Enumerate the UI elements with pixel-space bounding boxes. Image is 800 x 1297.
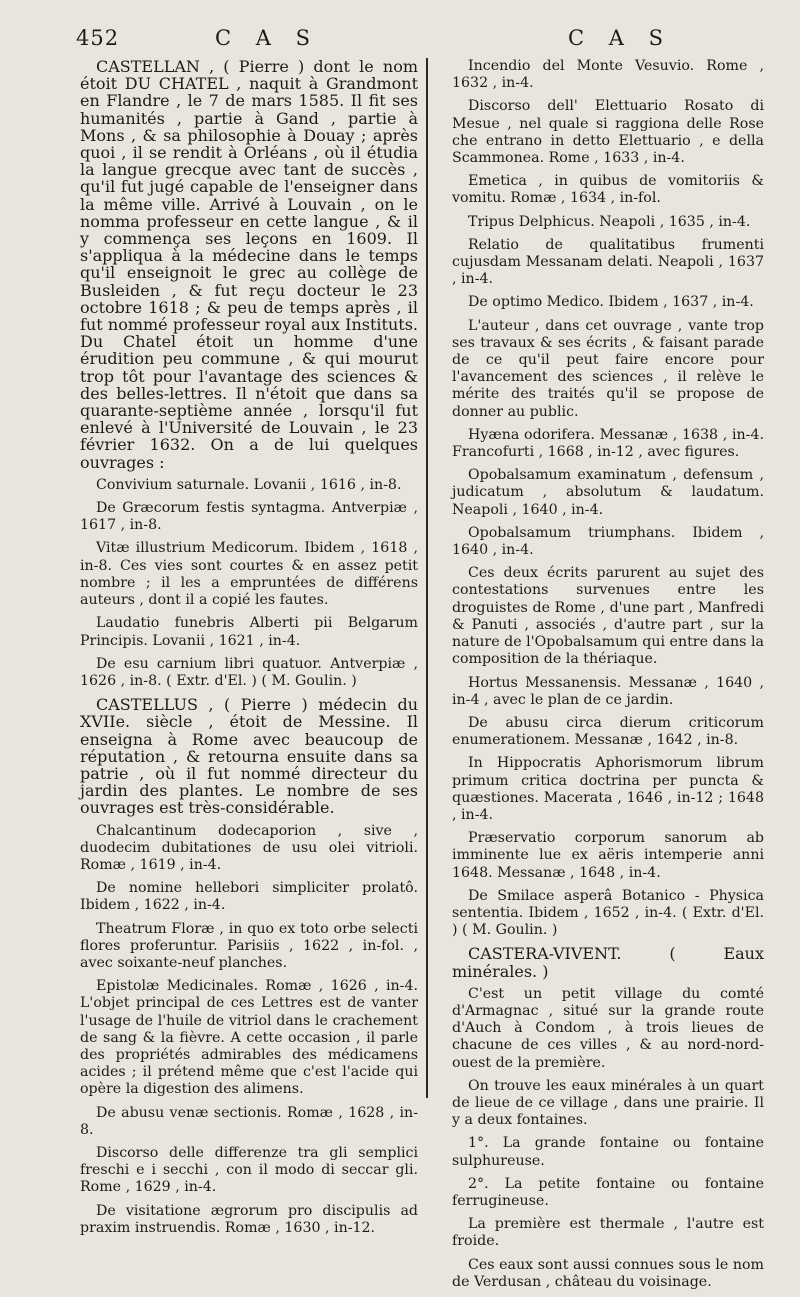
entry-castera-vivent: CASTERA-VIVENT. ( Eaux minérales. ) [452, 944, 764, 981]
entry-castellus: CASTELLUS , ( Pierre ) médecin du XVIIe. siècle , étoit de Messine. Il enseigna à Rome avec beaucoup de réputation , & retourna ensuite dans sa patrie , où il fut nommé directeur du jardin des plantes. Le nombre de ses ouvrages est très-considérable. [80, 695, 418, 818]
work-entry: De esu carnium libri quatuor. Antverpiæ , 1626 , in-8. ( Extr. d'El. ) ( M. Goulin. ) [80, 655, 418, 689]
work-entry: De visitatione ægrorum pro discipulis ad praxim instruendis. Romæ , 1630 , in-12. [80, 1202, 418, 1236]
right-column [452, 58, 764, 1297]
description-paragraph: Ces eaux sont aussi connues sous le nom de Verdusan , château du voisinage. [452, 1256, 764, 1290]
work-entry: Epistolæ Medicinales. Romæ , 1626 , in-4. L'objet principal de ces Lettres est de vanter l'usage de l'huile de vitriol dans le crachement de sang & la fièvre. A cette occasion , il parle des propriétés admirables des médicamens acides ; il prétend même que c'est l'acide qui opère la digestion des alimens. [80, 978, 418, 1098]
commentary-paragraph: L'auteur , dans cet ouvrage , vante trop ses travaux & ses écrits , & faisant parade de ce qu'il peut faire encore pour l'avancement des sciences , il relève le mérite des traités qu'il se propose de donner au public. [452, 317, 764, 420]
work-entry: Opobalsamum examinatum , defensum , judicatum , absolutum & laudatum. Neapoli , 1640 , in-4. [452, 467, 764, 518]
work-entry: De Smilace asperâ Botanico - Physica sententia. Ibidem , 1652 , in-4. ( Extr. d'El. ) ( M. Goulin. ) [452, 887, 764, 939]
right-running-head: C A S [568, 26, 672, 50]
work-entry: Hyæna odorifera. Messanæ , 1638 , in-4. Francofurti , 1668 , in-12 , avec figures. [452, 426, 764, 461]
work-entry: Discorso delle differenze tra gli semplici freschi e i secchi , con il modo di seccar gli. Rome , 1629 , in-4. [80, 1144, 418, 1196]
work-entry: Chalcantinum dodecaporion , sive , duodecim dubitationes de usu olei vitrioli. Romæ , 1619 , in-4. [80, 822, 418, 873]
page-number: 452 [76, 26, 120, 50]
work-entry: Opobalsamum triumphans. Ibidem , 1640 , in-4. [452, 524, 764, 559]
left-running-head: C A S [215, 26, 319, 50]
work-entry: Convivium saturnale. Lovanii , 1616 , in-8. [96, 476, 402, 493]
work-entry: Hortus Messanensis. Messanæ , 1640 , in-4 , avec le plan de ce jardin. [452, 674, 764, 708]
work-entry: Emetica , in quibus de vomitoriis & vomitu. Romæ , 1634 , in-fol. [452, 173, 764, 207]
description-paragraph: On trouve les eaux minérales à un quart de lieue de ce village , dans une prairie. Il y a deux fontaines. [452, 1077, 764, 1129]
work-entry: De optimo Medico. Ibidem , 1637 , in-4. [468, 294, 754, 311]
work-entry: Theatrum Floræ , in quo ex toto orbe selecti flores proferuntur. Parisiis , 1622 , in-fol. , avec soixante-neuf planches. [80, 920, 418, 971]
list-item: 1°. La grande fontaine ou fontaine sulphureuse. [452, 1135, 764, 1169]
work-entry: De nomine hellebori simpliciter prolatô. Ibidem , 1622 , in-4. [80, 880, 418, 914]
work-entry: Discorso dell' Elettuario Rosato di Mesue , nel quale si raggiona delle Rose che entrano in detto Elettuario , e della Scammonea. Rome , 1633 , in-4. [452, 98, 764, 167]
work-entry: Relatio de qualitatibus frumenti cujusdam Messanam delati. Neapoli , 1637 , in-4. [452, 236, 764, 288]
work-entry: De abusu circa dierum criticorum enumerationem. Messanæ , 1642 , in-8. [452, 714, 764, 749]
description-paragraph: C'est un petit village du comté d'Armagnac , situé sur la grande route d'Auch à Condom , à trois lieues de chacune de ces villes , & au nord-nord-ouest de la première. [452, 985, 764, 1071]
work-entry: Præservatio corporum sanorum ab imminente lue ex aëris intemperie anni 1648. Messanæ , 1648 , in-4. [452, 830, 764, 881]
description-paragraph: La première est thermale , l'autre est froide. [452, 1216, 764, 1250]
column-divider [426, 58, 428, 1098]
left-column [80, 58, 418, 1243]
work-entry: In Hippocratis Aphorismorum librum primum critica doctrina per puncta & quæstiones. Macerata , 1646 , in-12 ; 1648 , in-4. [452, 755, 764, 823]
work-entry: Laudatio funebris Alberti pii Belgarum Principis. Lovanii , 1621 , in-4. [80, 615, 418, 649]
list-item: 2°. La petite fontaine ou fontaine ferrugineuse. [452, 1175, 764, 1209]
entry-castellan: CASTELLAN , ( Pierre ) dont le nom étoit DU CHATEL , naquit à Grandmont en Flandre , le 7 de mars 1585. Il fit ses humanités , partie à Gand , partie à Mons , & sa philosophie à Douay ; après quoi , il se rendit à Orléans , où il étudia la langue grecque avec tant de succès , qu'il fut jugé capable de l'enseigner dans la même ville. Arrivé à Louvain , on le nomma professeur en cette langue , & il y commença ses leçons en 1609. Il s'appliqua à la médecine dans le temps qu'il enseignoit le grec au collège de Busleiden , & fut reçu docteur le 23 octobre 1618 ; & peu de temps après , il fut nommé professeur royal aux Instituts. Du Chatel étoit un homme d'une érudition peu commune , & qui mourut trop tôt pour l'avantage des sciences & des belles-lettres. Il n'étoit que dans sa quarante-septième année , lorsqu'il fut enlevé à l'Université de Louvain , le 23 février 1632. On a de lui quelques ouvrages : [80, 57, 418, 472]
work-entry: Tripus Delphicus. Neapoli , 1635 , in-4. [468, 213, 751, 230]
work-entry: Incendio del Monte Vesuvio. Rome , 1632 , in-4. [452, 58, 764, 92]
work-entry: Vitæ illustrium Medicorum. Ibidem , 1618 , in-8. Ces vies sont courtes & en assez petit nombre ; il les a empruntées de différens auteurs , dont il a copié les fautes. [80, 540, 418, 609]
commentary-paragraph: Ces deux écrits parurent au sujet des contestations survenues entre les droguistes de Rome , d'une part , Manfredi & Panuti , associés , d'autre part , sur la nature de l'Opobalsamum qui entre dans la composition de la thériaque. [452, 565, 764, 668]
work-entry: De Græcorum festis syntagma. Antverpiæ , 1617 , in-8. [80, 500, 418, 534]
work-entry: De abusu venæ sectionis. Romæ , 1628 , in-8. [80, 1104, 418, 1138]
